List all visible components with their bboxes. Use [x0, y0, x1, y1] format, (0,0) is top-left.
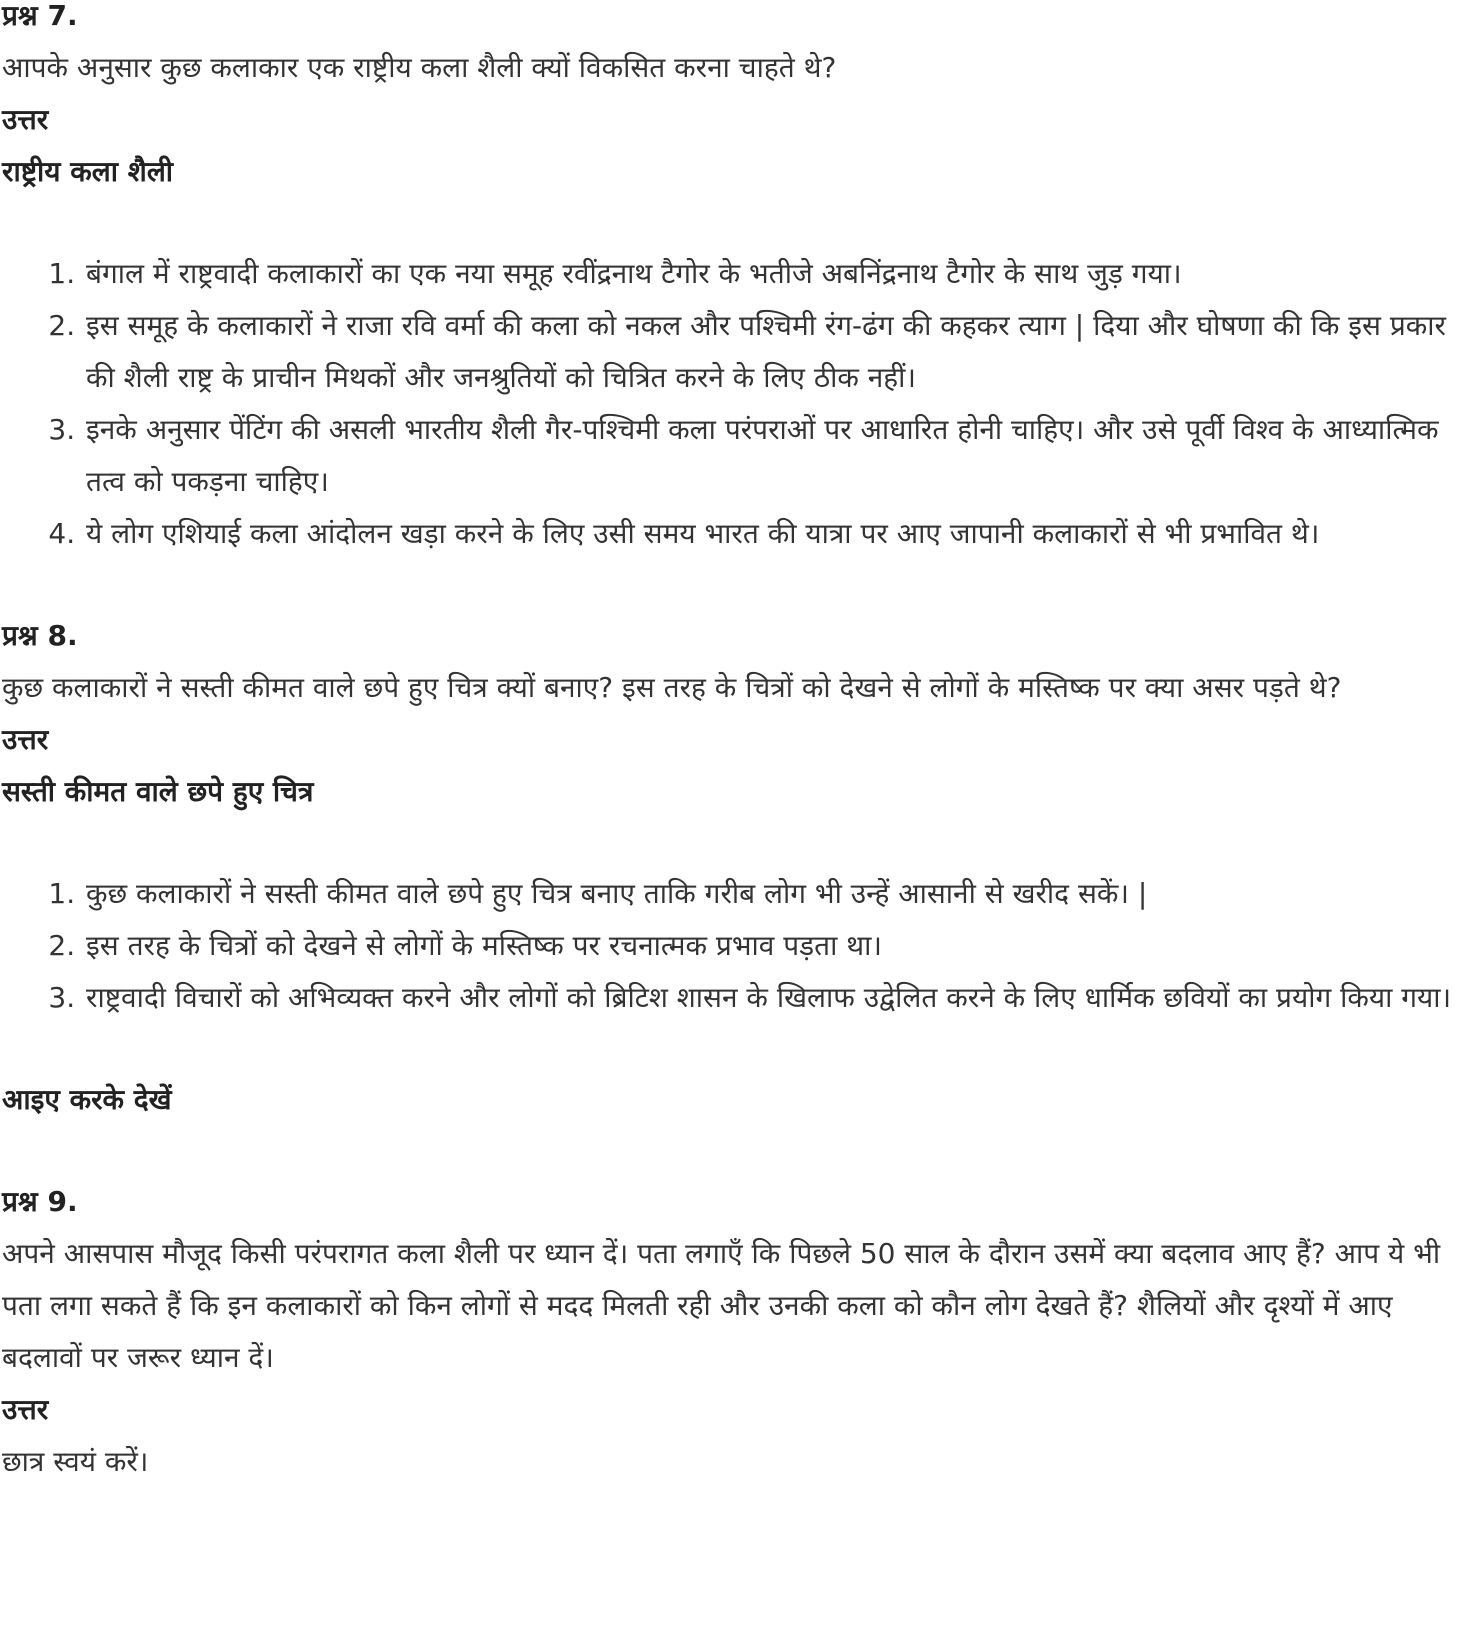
section-heading: आइए करके देखें [2, 1083, 172, 1116]
list-item: 3. इनके अनुसार पेंटिंग की असली भारतीय शैली गैर-पश्चिमी कला परंपराओं पर आधारित होनी चाहिए। और उसे पूर्वी विश्व के आध्यात्मिक तत्व को पकड़ना चाहिए। [84, 404, 1463, 508]
question-8-text: कुछ कलाकारों ने सस्ती कीमत वाले छपे हुए चित्र क्यों बनाए? इस तरह के चित्रों को देखने से लोगों के मस्तिष्क पर क्या असर पड़ते थे? [2, 671, 1342, 704]
question-9-label: प्रश्न 9. [2, 1185, 78, 1218]
list-item: 2. इस तरह के चित्रों को देखने से लोगों के मस्तिष्क पर रचनात्मक प्रभाव पड़ता था। [84, 920, 1463, 972]
answer-7-label: उत्तर [2, 103, 49, 136]
question-9-text: अपने आसपास मौजूद किसी परंपरागत कला शैली पर ध्यान दें। पता लगाएँ कि पिछले 50 साल के दौरान उसमें क्या बदलाव आए हैं? आप ये भी पता लगा सकते हैं कि इन कलाकारों को किन लोगों से मदद मिलती रही और उनकी कला को कौन लोग देखते हैं? शैलियों और दृश्यों में आए बदलावों पर जरूर ध्यान दें। [2, 1237, 1441, 1374]
list-item: 2. इस समूह के कलाकारों ने राजा रवि वर्मा की कला को नकल और पश्चिमी रंग-ढंग की कहकर त्याग | दिया और घोषणा की कि इस प्रकार की शैली राष्ट्र के प्राचीन मिथकों और जनश्रुतियों को चित्रित करने के लिए ठीक नहीं। [84, 300, 1463, 404]
list-item: 4. ये लोग एशियाई कला आंदोलन खड़ा करने के लिए उसी समय भारत की यात्रा पर आए जापानी कलाकारों से भी प्रभावित थे। [84, 508, 1463, 560]
answer-9-label: उत्तर [2, 1393, 49, 1426]
list-item: 1. कुछ कलाकारों ने सस्ती कीमत वाले छपे हुए चित्र बनाए ताकि गरीब लोग भी उन्हें आसानी से खरीद सकें। | [84, 868, 1463, 920]
list-item: 1. बंगाल में राष्ट्रवादी कलाकारों का एक नया समूह रवींद्रनाथ टैगोर के भतीजे अबनिंद्रनाथ टैगोर के साथ जुड़ गया। [84, 248, 1463, 300]
list-item: 3. राष्ट्रवादी विचारों को अभिव्यक्त करने और लोगों को ब्रिटिश शासन के खिलाफ उद्वेलित करने के लिए धार्मिक छवियों का प्रयोग किया गया। [84, 972, 1463, 1024]
answer-8-list [2, 868, 1463, 1024]
answer-7-list [2, 248, 1463, 560]
answer-8-label: उत्तर [2, 723, 49, 756]
answer-7-heading: राष्ट्रीय कला शैली [2, 155, 174, 188]
question-8-label: प्रश्न 8. [2, 619, 78, 652]
question-7-label: प्रश्न 7. [2, 0, 78, 32]
question-7-text: आपके अनुसार कुछ कलाकार एक राष्ट्रीय कला शैली क्यों विकसित करना चाहते थे? [2, 51, 837, 84]
answer-8-heading: सस्ती कीमत वाले छपे हुए चित्र [2, 775, 314, 808]
answer-9-text: छात्र स्वयं करें। [2, 1445, 149, 1478]
